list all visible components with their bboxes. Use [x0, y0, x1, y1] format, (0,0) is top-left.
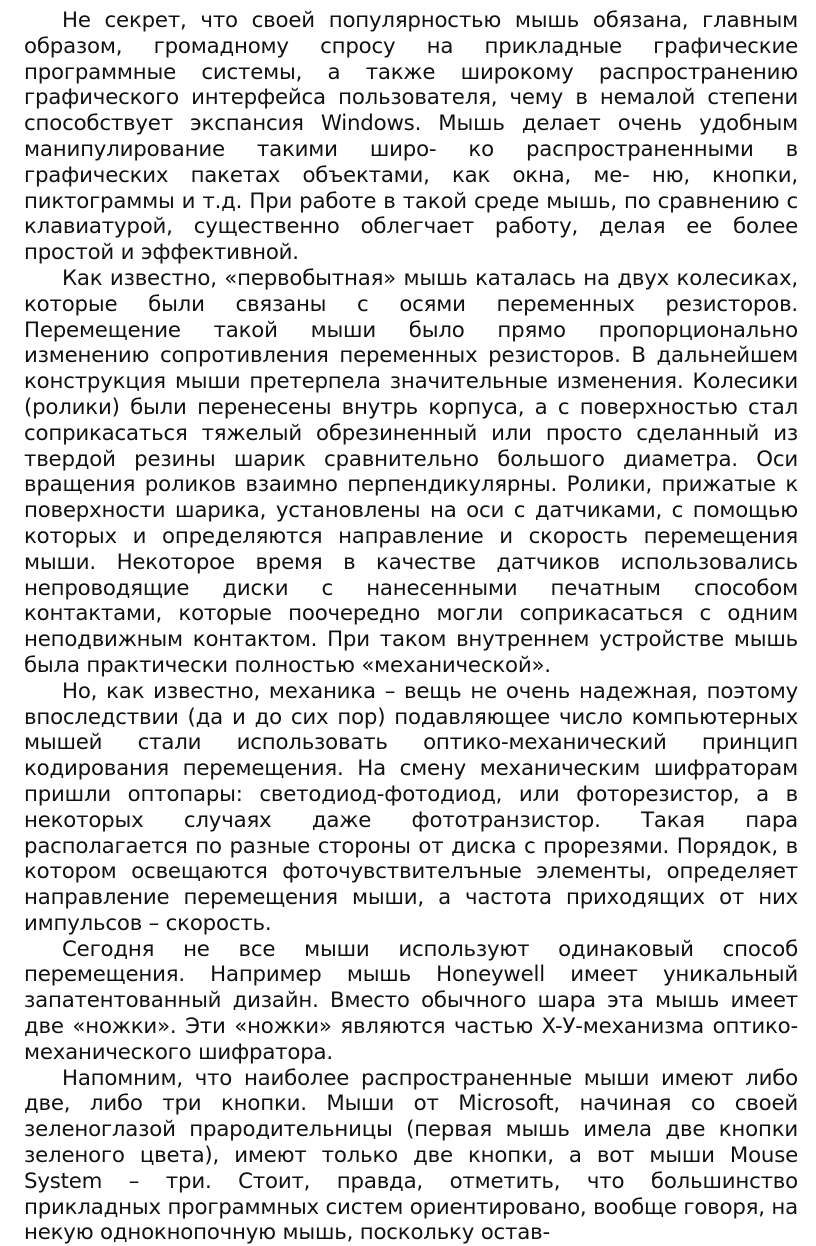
paragraph-mouse-popularity: Не секрет, что своей популярностью мышь обязана, главным образом, громадному спросу на прикладные графические программные системы, а также широкому распространению графического интерфейса пользователя, чему в немалой степени способствует экспансия Windows. Мышь делает очень удобным манипулирование такими широ- ко распространенными в графических пакетах объектами, как окна, ме- ню, кнопки, пиктограммы и т.д. При работе в такой среде мышь, по сравнению с клавиатурой, существенно облегчает работу, делая ее более простой и эффективной.: [24, 8, 798, 266]
paragraph-optomechanical-mouse: Но, как известно, механика – вещь не очень надежная, поэтому впоследствии (да и до сих пор) подавляющее число компьютерных мышей стали использовать оптико-механический принцип кодирования перемещения. На смену механическим шифраторам пришли оптопары: светодиод-фотодиод, или фоторезистор, а в некоторых случаях даже фототранзистор. Такая пара располагается по разные стороны от диска с прорезями. Порядок, в котором освещаются фоточувствителъные элементы, определяет направление перемещения мыши, а частота приходящих от них импульсов – скорость.: [24, 678, 798, 936]
paragraph-mechanical-mouse: Как известно, «первобытная» мышь каталась на двух колесиках, которые были связаны с осями переменных резисторов. Перемещение такой мыши было прямо пропорционально изменению сопротивления переменных резисторов. В дальнейшем конструкция мыши претерпела значительные изменения. Колесики (ролики) были перенесены внутрь корпуса, а с поверхностью стал соприкасаться тяжелый обрезиненный или просто сделанный из твердой резины шарик сравнительно большого диаметра. Оси вращения роликов взаимно перпендикулярны. Ролики, прижатые к поверхности шарика, установлены на оси с датчиками, с помощью которых и определяются направление и скорость перемещения мыши. Некоторое время в качестве датчиков использовались непроводящие диски с нанесенными печатным способом контактами, которые поочередно могли соприкасаться с одним неподвижным контактом. При таком внутреннем устройстве мышь была практически полностью «механической».: [24, 265, 798, 678]
document-page: [24, 8, 798, 1246]
paragraph-mouse-buttons: Напомним, что наиболее распространенные мыши имеют либо две, либо три кнопки. Мыши от Microsoft, начиная со своей зеленоглазой прародительницы (первая мышь имела две кнопки зеленого цвета), имеют только две кнопки, а вот мыши Mouse System – три. Стоит, правда, отметить, что большинство прикладных программных систем ориентировано, вообще говоря, на некую однокнопочную мышь, поскольку остав-: [24, 1065, 798, 1246]
paragraph-honeywell-mouse: Сегодня не все мыши используют одинаковый способ перемещения. Например мышь Honeywell имеет уникальный запатентованный дизайн. Вместо обычного шара эта мышь имеет две «ножки». Эти «ножки» являются частью X-У-механизма оптико-механического шифратора.: [24, 936, 798, 1065]
